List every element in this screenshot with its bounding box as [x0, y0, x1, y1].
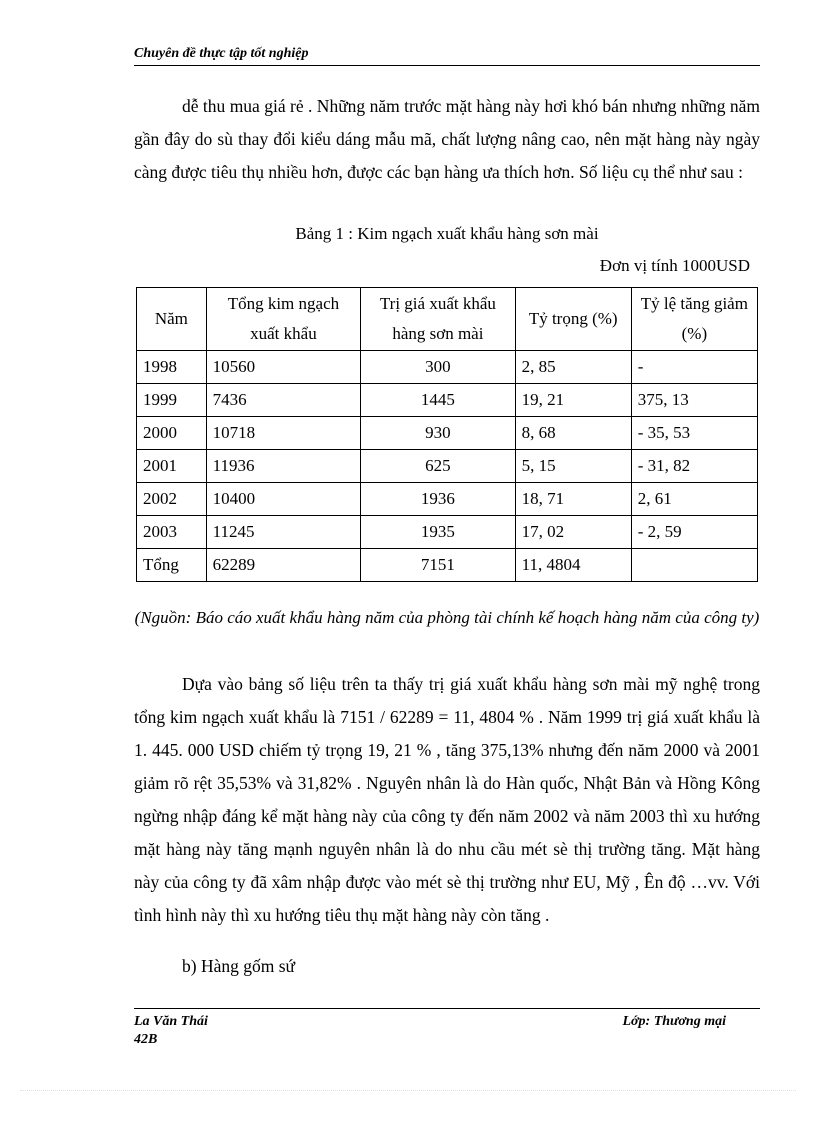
- cell-year: 2003: [137, 516, 207, 549]
- cell-year: 2000: [137, 417, 207, 450]
- cell-share: 18, 71: [515, 483, 631, 516]
- section-heading: b) Hàng gốm sứ: [182, 956, 296, 976]
- table-row: [137, 483, 758, 516]
- cell-year: Tổng: [137, 549, 207, 582]
- footer-class: Lớp: Thương mại: [622, 1014, 726, 1029]
- cell-total: 10400: [206, 483, 360, 516]
- header-total-turnover: Tổng kim ngạch xuất khẩu: [206, 288, 360, 351]
- cell-year: 2001: [137, 450, 207, 483]
- cell-total: 7436: [206, 384, 360, 417]
- footer-author: La Văn Thái: [134, 1014, 208, 1029]
- paragraph-intro: [134, 90, 760, 189]
- table-row: [137, 384, 758, 417]
- cell-change: 375, 13: [631, 384, 757, 417]
- cell-share: 19, 21: [515, 384, 631, 417]
- cell-change: - 2, 59: [631, 516, 757, 549]
- header-title: Chuyên đề thực tập tốt nghiệp: [134, 46, 309, 61]
- paragraph-analysis-text: Dựa vào bảng số liệu trên ta thấy trị giá xuất khẩu hàng sơn mài mỹ nghệ trong tổng kim ngạch xuất khẩu là 7151 / 62289 = 11, 4804 % . Năm 1999 trị giá xuất khẩu là 1. 445. 000 USD chiếm tỷ trọng 19, 21 % , tăng 375,13% nhưng đến năm 2000 và 2001 giảm rõ rệt 35,53% và 31,82% . Nguyên nhân là do Hàn quốc, Nhật Bản và Hồng Kông ngừng nhập đáng kể mặt hàng này của công ty đến năm 2002 và năm 2003 thì xu hướng mặt hàng này tăng mạnh nguyên nhân là do nhu cầu mét sè thị trường tăng. Mặt hàng này của công ty đã xâm nhập được vào mét sè thị trường như EU, Mỹ , Ên độ …vv. Với tình hình này thì xu hướng tiêu thụ mặt hàng này còn tăng .: [134, 674, 760, 925]
- table-total-row: [137, 549, 758, 582]
- header-year: Năm: [137, 288, 207, 351]
- paragraph-intro-text: dễ thu mua giá rẻ . Những năm trước mặt hàng này hơi khó bán nhưng những năm gần đây do sù thay đổi kiểu dáng mẫu mã, chất lượng nâng cao, nên mặt hàng này ngày càng được tiêu thụ nhiều hơn, được các bạn hàng ưa thích hơn. Số liệu cụ thể như sau :: [134, 96, 760, 182]
- export-table: [136, 287, 758, 582]
- table-row: [137, 417, 758, 450]
- cell-total: 11936: [206, 450, 360, 483]
- cell-change: -: [631, 351, 757, 384]
- cell-share: 11, 4804: [515, 549, 631, 582]
- cell-change: 2, 61: [631, 483, 757, 516]
- table-row: [137, 450, 758, 483]
- cell-total: 10560: [206, 351, 360, 384]
- table-row: [137, 516, 758, 549]
- cell-lacquer: 300: [361, 351, 515, 384]
- cell-total: 62289: [206, 549, 360, 582]
- cell-lacquer: 7151: [361, 549, 515, 582]
- cell-share: 17, 02: [515, 516, 631, 549]
- cell-lacquer: 1445: [361, 384, 515, 417]
- paragraph-analysis: [134, 668, 760, 932]
- cell-year: 1999: [137, 384, 207, 417]
- table-title: Bảng 1 : Kim ngạch xuất khẩu hàng sơn mài: [295, 224, 599, 243]
- cell-lacquer: 1936: [361, 483, 515, 516]
- table-source: (Nguồn: Báo cáo xuất khẩu hàng năm của phòng tài chính kế hoạch hàng năm của công ty): [134, 608, 760, 627]
- cell-lacquer: 625: [361, 450, 515, 483]
- page-header: [134, 46, 760, 66]
- cell-change: - 31, 82: [631, 450, 757, 483]
- table-header-row: [137, 288, 758, 351]
- cell-year: 2002: [137, 483, 207, 516]
- footer-number: 42B: [134, 1032, 158, 1047]
- cell-share: 2, 85: [515, 351, 631, 384]
- page-footer: [134, 1008, 760, 1049]
- header-share: Tỷ trọng (%): [515, 288, 631, 351]
- cell-change: [631, 549, 757, 582]
- header-change-rate: Tỷ lệ tăng giảm (%): [631, 288, 757, 351]
- table-row: [137, 351, 758, 384]
- cell-lacquer: 930: [361, 417, 515, 450]
- cell-total: 11245: [206, 516, 360, 549]
- cell-total: 10718: [206, 417, 360, 450]
- cell-share: 8, 68: [515, 417, 631, 450]
- cell-year: 1998: [137, 351, 207, 384]
- table-unit: Đơn vị tính 1000USD: [599, 256, 750, 275]
- cell-change: - 35, 53: [631, 417, 757, 450]
- page-edge-divider: [20, 1090, 796, 1091]
- header-lacquer-value: Trị giá xuất khẩu hàng sơn mài: [361, 288, 515, 351]
- cell-lacquer: 1935: [361, 516, 515, 549]
- cell-share: 5, 15: [515, 450, 631, 483]
